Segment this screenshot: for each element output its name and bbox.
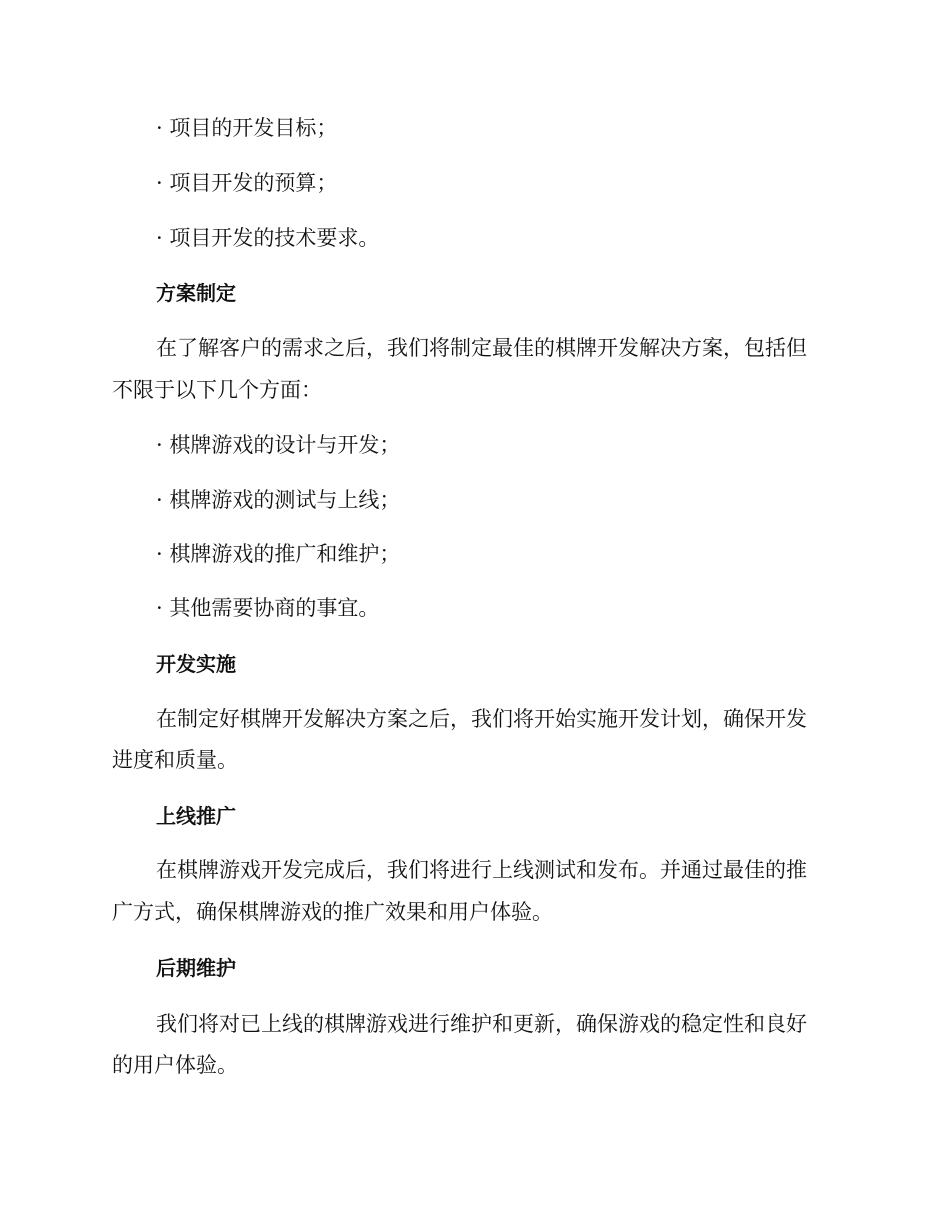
paragraph-line: 的用户体验。 (112, 1053, 238, 1077)
paragraph-line: 进度和质量。 (112, 748, 238, 772)
paragraph-line: 在制定好棋牌开发解决方案之后，我们将开始实施开发计划，确保开发 (156, 707, 807, 731)
bullet-item: · 棋牌游戏的推广和维护； (156, 542, 401, 566)
paragraph-line: 在了解客户的需求之后，我们将制定最佳的棋牌开发解决方案，包括但 (156, 336, 807, 360)
bullet-item: · 项目开发的预算； (156, 171, 338, 195)
bullet-item: · 其他需要协商的事宜。 (156, 596, 380, 620)
bullet-item: · 项目开发的技术要求。 (156, 226, 380, 250)
paragraph-line: 我们将对已上线的棋牌游戏进行维护和更新，确保游戏的稳定性和良好 (156, 1012, 807, 1036)
section-heading: 后期维护 (156, 956, 236, 980)
bullet-item: · 棋牌游戏的测试与上线； (156, 488, 401, 512)
section-heading: 方案制定 (156, 281, 236, 305)
bullet-item: · 项目的开发目标； (156, 116, 338, 140)
paragraph-line: 广方式，确保棋牌游戏的推广效果和用户体验。 (112, 900, 553, 924)
section-heading: 上线推广 (156, 804, 236, 828)
paragraph-line: 不限于以下几个方面： (112, 378, 322, 402)
section-heading: 开发实施 (156, 652, 236, 676)
paragraph-line: 在棋牌游戏开发完成后，我们将进行上线测试和发布。并通过最佳的推 (156, 858, 807, 882)
bullet-item: · 棋牌游戏的设计与开发； (156, 433, 401, 457)
